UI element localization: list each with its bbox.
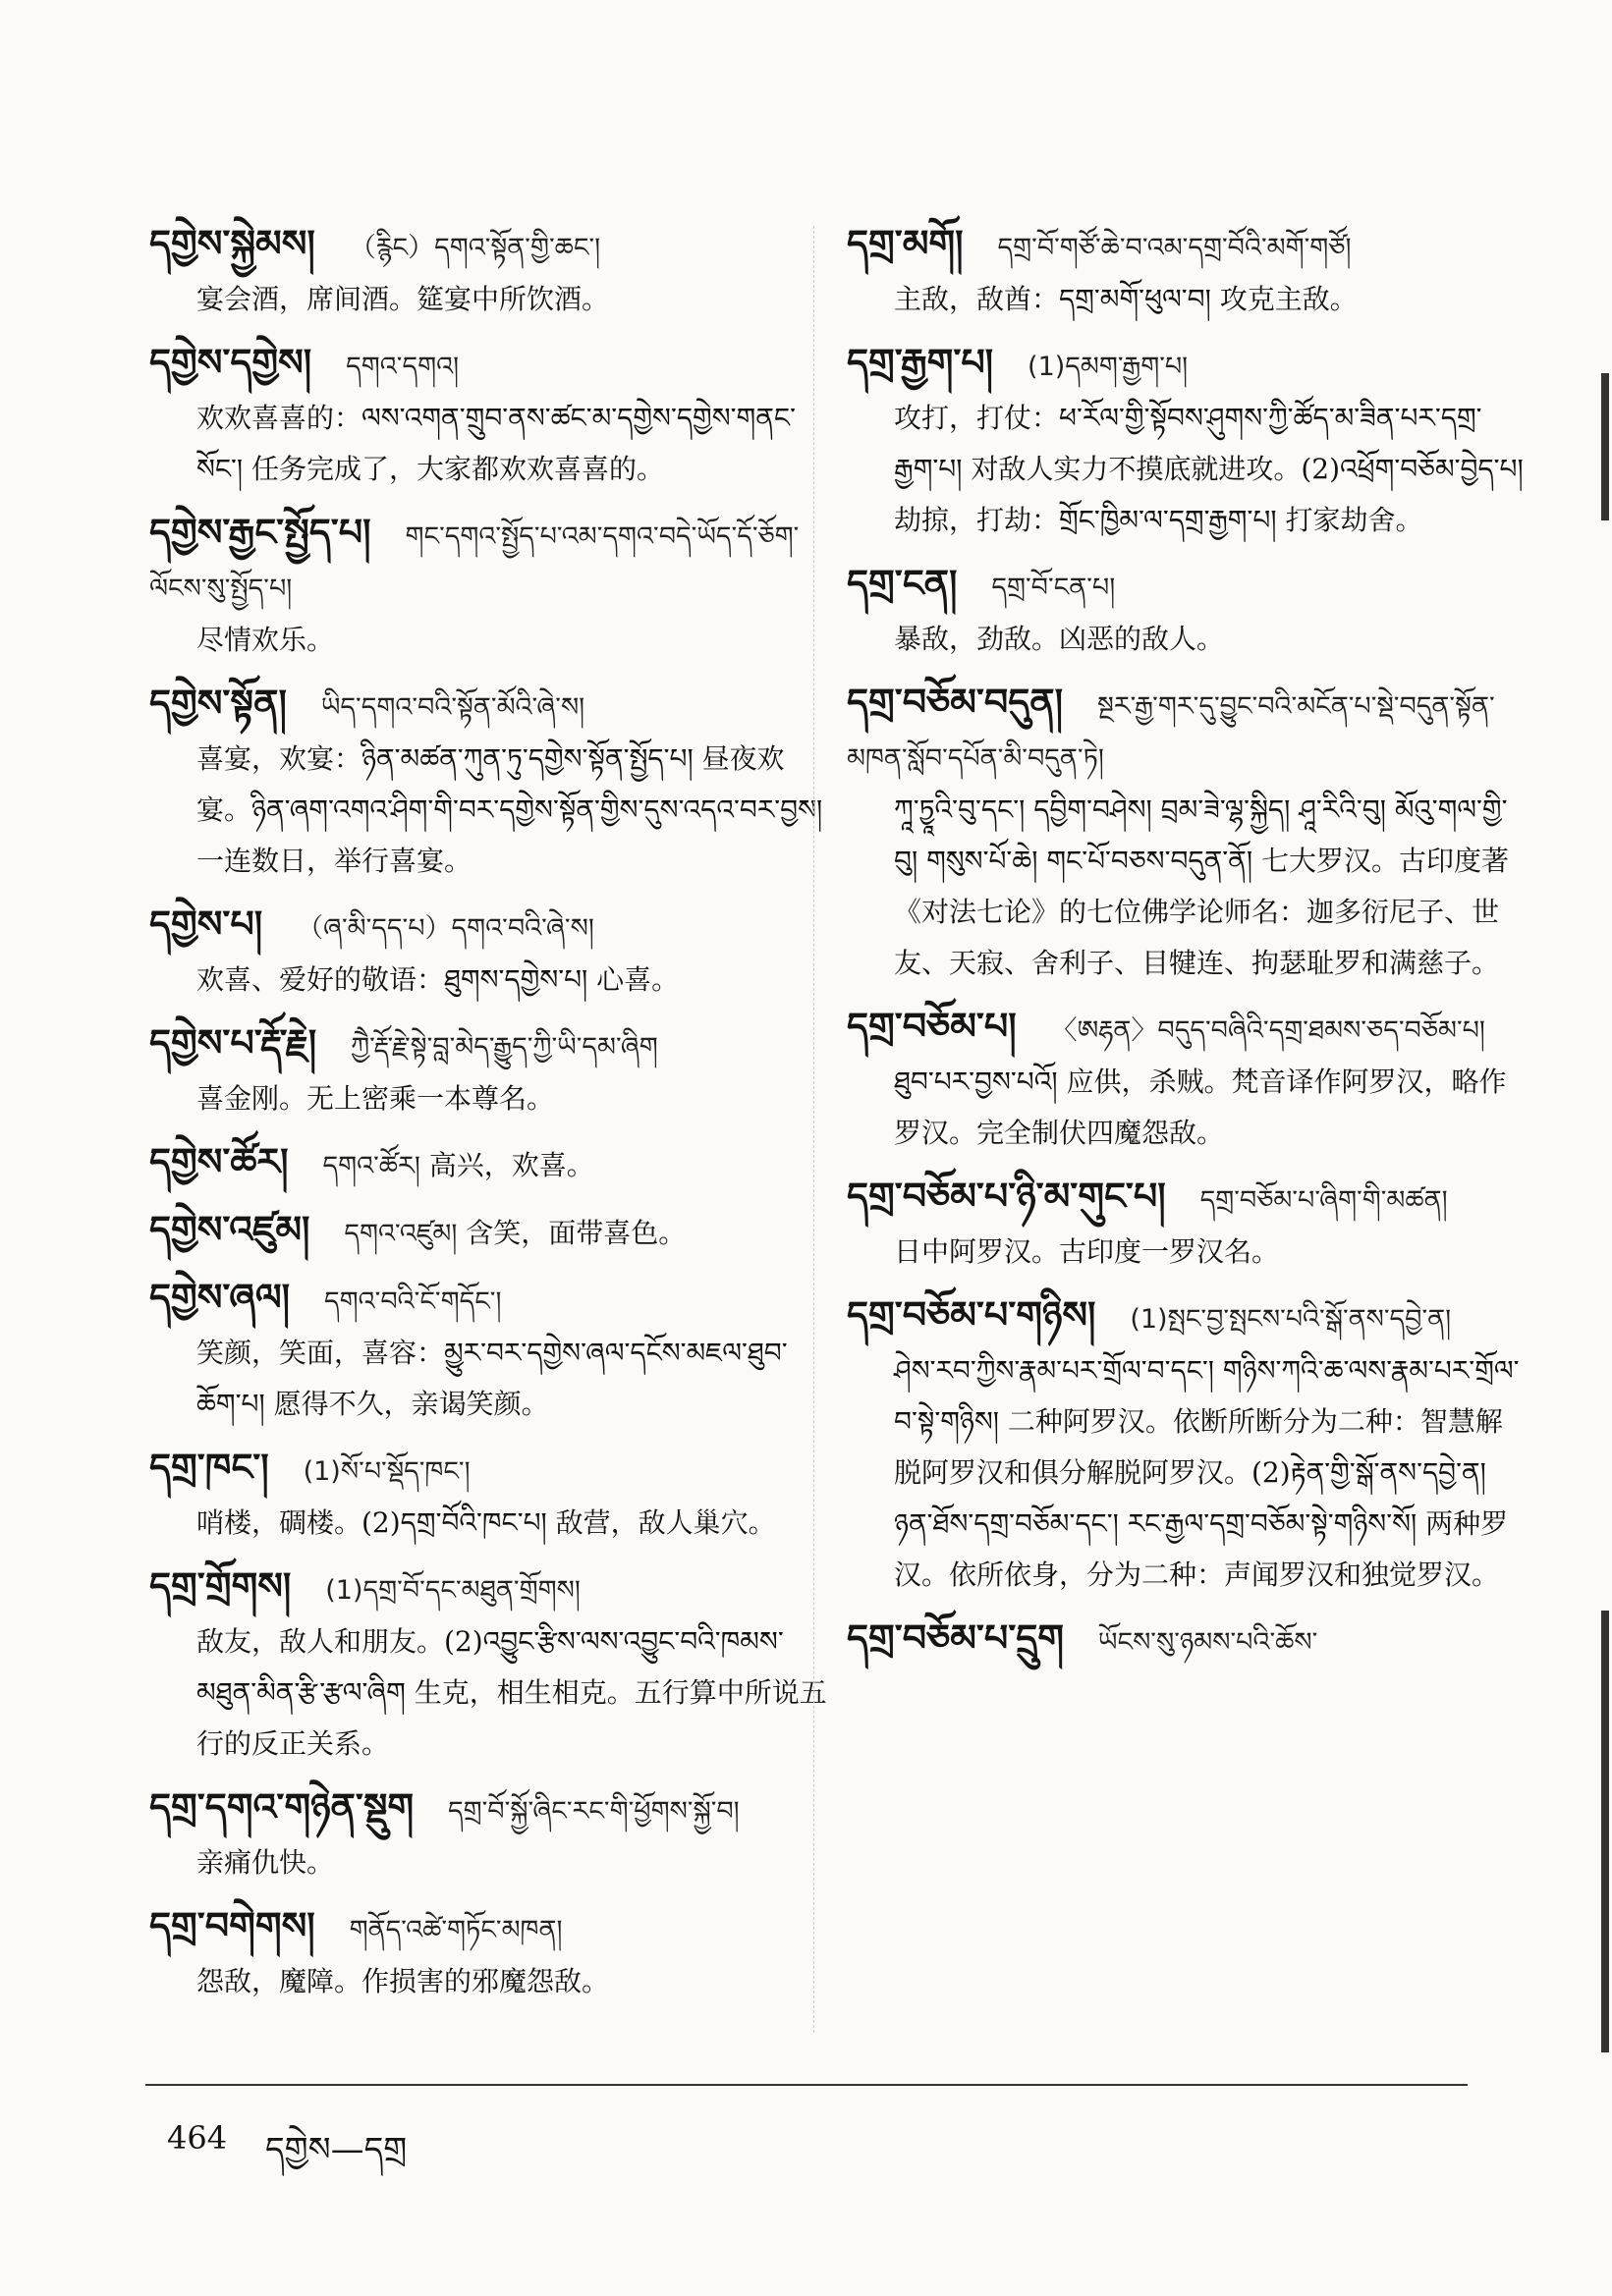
headword: དགྱེས་ཞལ།	[149, 1276, 291, 1319]
entry	[847, 558, 1525, 665]
headword: དགྲ་ངན།	[847, 562, 958, 605]
scan-edge-mark	[1601, 1611, 1609, 2052]
definition: 尽情欢乐。	[196, 624, 335, 656]
entry	[149, 1272, 827, 1430]
tibetan-gloss: སྔར་རྒྱ་གར་དུ་བྱུང་བའི་མངོན་པ་སྡེ་བདུན་སྟོན་མཁན་སློབ་དཔོན་མི་བདུན་ཏེ།	[847, 691, 1495, 774]
tibetan-gloss: དགའ་བའི་ངོ་གདོང་།	[324, 1286, 502, 1317]
tibetan-gloss: (1)སྤང་བྱ་སྤངས་པའི་སྒོ་ནས་དབྱེ་ན།	[1130, 1304, 1452, 1335]
entry	[149, 1204, 827, 1260]
page-number: 464	[167, 2119, 228, 2157]
tibetan-gloss: དགའ་ཚོར།	[322, 1151, 420, 1181]
definition: 欢欢喜喜的：ལས་འགན་གྲུབ་ནས་ཚང་མ་དགྱེས་དགྱེས་གནང་སོང་། 任务完成了，大家都欢欢喜喜的。	[196, 402, 796, 485]
tibetan-gloss: དགྲ་བོ་སྐྱོ་ཞིང་རང་གི་ཕྱོགས་སྐྱོ་བ།	[448, 1796, 740, 1827]
headword: དགྲ་བཅོམ་པ་ཉི་མ་གུང་པ།	[847, 1175, 1166, 1218]
entry	[149, 337, 827, 495]
entry	[149, 1900, 827, 2007]
entry	[149, 1560, 827, 1770]
entry	[847, 337, 1525, 546]
headword: དགྲ་བཅོམ་པ་དྲུག	[847, 1616, 1065, 1660]
headword: དགྲ་རྒྱག་པ།	[847, 341, 994, 384]
definition: 喜金刚。无上密乘一本尊名。	[196, 1082, 555, 1115]
entry	[847, 1613, 1525, 1668]
entry	[847, 1001, 1525, 1159]
entry	[149, 507, 827, 666]
tibetan-gloss: （རྙིང）དགའ་སྟོན་གྱི་ཆང་།	[349, 233, 601, 263]
right-column	[847, 218, 1525, 1680]
definition: 欢喜、爱好的敬语：ཐུགས་དགྱེས་པ། 心喜。	[196, 963, 680, 996]
definition: 含笑，面带喜色。	[466, 1217, 687, 1249]
entry	[149, 678, 827, 887]
entry	[149, 218, 827, 325]
entry	[847, 218, 1525, 325]
definition: 高兴，欢喜。	[428, 1149, 594, 1181]
tibetan-gloss: དགྲ་བཅོམ་པ་ཞིག་གི་མཚན།	[1199, 1185, 1448, 1216]
entry	[847, 1289, 1525, 1601]
headword: དགྲ་ཁང་།	[149, 1446, 269, 1489]
entry	[847, 1171, 1525, 1278]
definition: 日中阿罗汉。古印度一罗汉名。	[894, 1235, 1280, 1268]
definition: 喜宴，欢宴：ཉིན་མཚན་ཀུན་ཏུ་དགྱེས་སྟོན་སྤྱོད་པ། 昼夜欢宴。ཉིན་ཞག་འགའ་ཤིག་གི་བར་དགྱེས་སྟོན་གྱིས་དུས་འདའ་བར་བྱས། 一连数日，举行喜宴。	[196, 742, 823, 877]
left-column	[149, 218, 827, 2019]
tibetan-gloss: （ཞ་མི་དད་པ）དགའ་བའི་ཞེ་ས།	[297, 913, 594, 944]
headword: དགྱེས་རྒྱང་སྤྱོད་པ།	[149, 511, 371, 554]
headword: དགྱེས་སྐྱེམས།	[149, 222, 315, 265]
tibetan-gloss: ཡིད་དགའ་བའི་སྟོན་མོའི་ཞེ་ས།	[320, 692, 585, 723]
headword: དགྲ་བཅོམ་པ་གཉིས།	[847, 1293, 1096, 1337]
headword: དགྱེས་དགྱེས།	[149, 341, 312, 384]
headword: དགྱེས་སྟོན།	[149, 682, 287, 725]
tibetan-gloss: ཡོངས་སུ་ཉམས་པའི་ཆོས་	[1097, 1627, 1318, 1658]
footer-rule	[145, 2084, 1468, 2086]
headword: དགྲ་མགོ།	[847, 222, 964, 265]
headword: དགྲ་བཅོམ་བདུན།	[847, 681, 1064, 724]
definition: 主敌，敌酋：དགྲ་མགོ་ཕུལ་བ། 攻克主敌。	[894, 283, 1358, 315]
definition: 笑颜，笑面，喜容：མྱུར་བར་དགྱེས་ཞལ་དངོས་མཇལ་ཐུབ་ཆོག་པ། 愿得不久，亲谒笑颜。	[196, 1337, 788, 1420]
tibetan-gloss: གནོད་འཚེ་གཏོང་མཁན།	[349, 1915, 563, 1945]
tibetan-gloss: དགའ་འཛུམ།	[344, 1219, 458, 1249]
tibetan-gloss: གང་དགའ་སྤྱོད་པ་འམ་དགའ་བདེ་ཡོད་དོ་ཅོག་ལོངས་སུ་སྤྱོད་པ།	[149, 521, 800, 604]
headword: དགྱེས་པ།	[149, 902, 263, 946]
tibetan-gloss: དགའ་དགའ།	[346, 352, 460, 382]
headword: དགྱེས་ཚོར།	[149, 1140, 289, 1183]
entry	[149, 899, 827, 1006]
headword: དགྲ་གྲོགས།	[149, 1564, 292, 1608]
definition: 亲痛仇快。	[196, 1846, 335, 1879]
definition: 攻打，打仗：ཕ་རོལ་གྱི་སྟོབས་ཤུགས་ཀྱི་ཚོད་མ་ཟིན་པར་དགྲ་རྒྱག་པ། 对敌人实力不摸底就进攻。(2)འཕྲོག་བཅོམ་བྱེད་པ། 劫掠，打劫：གྲོང་ཁྱིམ་ལ་དགྲ་རྒྱག་པ། 打家劫舍。	[894, 402, 1524, 536]
entry	[149, 1136, 827, 1192]
definition: 怨敌，魔障。作损害的邪魔怨敌。	[196, 1965, 610, 1997]
tibetan-gloss: (1)དམག་རྒྱག་པ།	[1028, 352, 1189, 382]
definition: 哨楼，碉楼。(2)དགྲ་བོའི་ཁང་པ། 敌营，敌人巢穴。	[196, 1506, 776, 1539]
scan-edge-mark	[1601, 373, 1609, 520]
entry	[149, 1781, 827, 1888]
entry	[149, 1442, 827, 1549]
definition: 暴敌，劲敌。凶恶的敌人。	[894, 623, 1225, 655]
entry	[847, 677, 1525, 989]
definition: ཤེས་རབ་ཀྱིས་རྣམ་པར་གྲོལ་བ་དང་། གཉིས་ཀའི་ཆ་ལས་རྣམ་པར་གྲོལ་བ་སྟེ་གཉིས། 二种阿罗汉。依断所断分为二种：智慧解脱阿罗汉和俱分解脱阿罗汉。(2)རྟེན་གྱི་སྒོ་ནས་དབྱེ་ན། ཉན་ཐོས་དགྲ་བཅོམ་དང་། རང་རྒྱལ་དགྲ་བཅོམ་སྟེ་གཉིས་སོ། 两种罗汉。依所依身，分为二种：声闻罗汉和独觉罗汉。	[894, 1354, 1520, 1591]
column-divider	[813, 226, 814, 2033]
headword: དགྲ་བཅོམ་པ།	[847, 1005, 1017, 1048]
tibetan-gloss: (1)དགྲ་བོ་དང་མཐུན་གྲོགས།	[325, 1575, 581, 1606]
tibetan-gloss: 〈ཨརྷན〉བདུད་བཞིའི་དགྲ་ཐམས་ཅད་བཅོམ་པ།	[1050, 1015, 1485, 1046]
headword: དགྲ་བགེགས།	[149, 1904, 315, 1947]
entry	[149, 1017, 827, 1124]
definition: ཀཱ་ཏྱཱའི་བུ་དང་། དབྱིག་བཤེས། བྲམ་ཟེ་ལྷ་སྐྱིད། ཤཱ་རིའི་བུ། མོའུ་གལ་གྱི་བུ། གསུས་པོ་ཆེ། གང་པོ་བཅས་བདུན་ནོ། 七大罗汉。古印度著《对法七论》的七位佛学论师名：迦多衍尼子、世友、天寂、舍利子、目犍连、拘瑟耻罗和满慈子。	[894, 793, 1509, 979]
tibetan-gloss: (1)སོ་པ་སྡོད་ཁང་།	[303, 1456, 471, 1487]
running-head: དགྱེས—དགྲ	[265, 2130, 408, 2169]
definition: ཐུབ་པར་བྱས་པའོ། 应供，杀贼。梵音译作阿罗汉，略作罗汉。完全制伏四魔怨敌。	[894, 1066, 1507, 1149]
tibetan-gloss: དགྲ་བོ་ངན་པ།	[991, 573, 1116, 603]
tibetan-gloss: དགྲ་བོ་གཙོ་ཆེ་བ་འམ་དགྲ་བོའི་མགོ་གཙོ།	[997, 233, 1352, 263]
headword: དགྱེས་འཛུམ།	[149, 1208, 310, 1251]
definition: 敌友，敌人和朋友。(2)འབྱུང་རྩིས་ལས་འབྱུང་བའི་ཁམས་མཐུན་མིན་རྩི་རྩལ་ཞིག 生克，相生相克。五行算中所说五行的反正关系。	[196, 1625, 827, 1760]
tibetan-gloss: ཀྱཻ་རྡོ་རྗེ་སྟེ་བླ་མེད་རྒྱུད་ཀྱི་ཡི་དམ་ཞིག	[351, 1032, 658, 1063]
headword: དགྱེས་པ་རྡོ་རྗེ།	[149, 1021, 317, 1065]
headword: དགྲ་དགའ་གཉེན་སྡུག	[149, 1785, 415, 1829]
definition: 宴会酒，席间酒。筵宴中所饮酒。	[196, 283, 610, 315]
